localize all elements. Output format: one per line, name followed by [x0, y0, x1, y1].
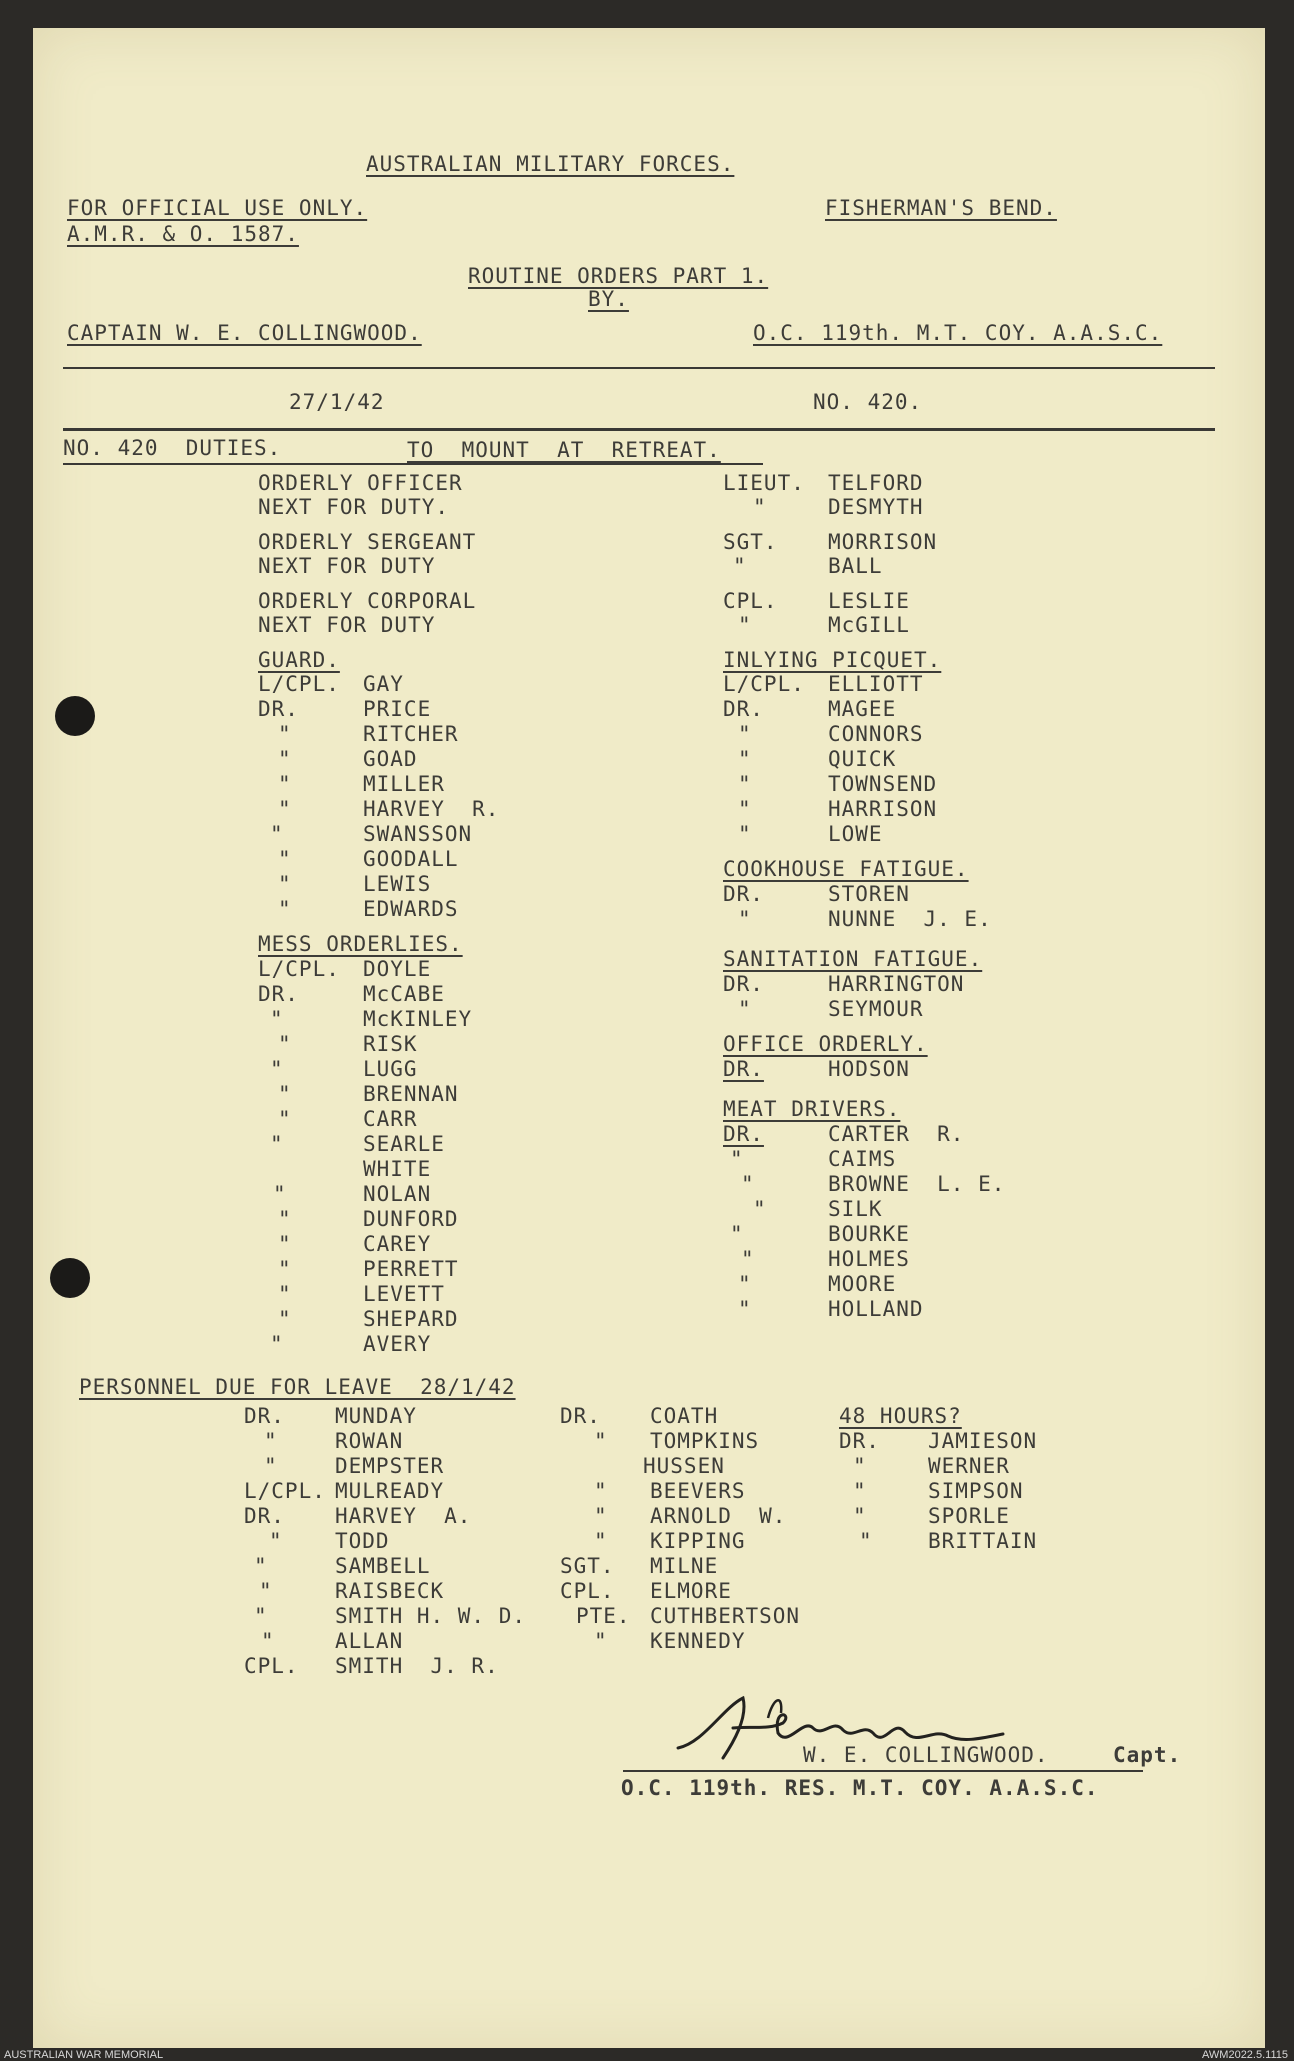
leave-rank: " — [594, 1529, 608, 1553]
header-rule — [63, 367, 1215, 369]
leave-name: SAMBELL — [335, 1554, 431, 1578]
leave-rank: " — [859, 1529, 873, 1553]
duty-role: NEXT FOR DUTY — [258, 554, 436, 578]
leave-name: KENNEDY — [650, 1629, 746, 1653]
mess-rank: " — [278, 1307, 292, 1331]
guard-rank: " — [278, 772, 292, 796]
section-rule — [63, 428, 1215, 431]
guard-name: LEWIS — [363, 872, 432, 896]
leave-name: DEMPSTER — [335, 1454, 445, 1478]
sanitation-name: SEYMOUR — [828, 997, 924, 1021]
leave-48-hours-heading: 48 HOURS? — [839, 1404, 962, 1428]
leave-name: CUTHBERTSON — [650, 1604, 801, 1628]
duty-name: DESMYTH — [828, 495, 924, 519]
sanitation-rank: DR. — [723, 972, 764, 996]
mess-rank: " — [270, 1057, 284, 1081]
guard-name: PRICE — [363, 697, 432, 721]
meat-name: CAIMS — [828, 1147, 897, 1171]
sanitation-rank: " — [738, 997, 752, 1021]
document-title: AUSTRALIAN MILITARY FORCES. — [366, 152, 735, 176]
leave-name: SMITH J. R. — [335, 1654, 499, 1678]
duty-name: LESLIE — [828, 589, 910, 613]
leave-name: SIMPSON — [928, 1479, 1024, 1503]
meat-rank: " — [730, 1147, 744, 1171]
signatory-rank: Capt. — [1113, 1743, 1182, 1767]
leave-rank: DR. — [244, 1504, 285, 1528]
leave-name: SPORLE — [928, 1504, 1010, 1528]
guard-name: GOAD — [363, 747, 418, 771]
mess-name: DOYLE — [363, 957, 432, 981]
leave-rank: " — [853, 1454, 867, 1478]
duty-rank: SGT. — [723, 530, 778, 554]
mess-name: CAREY — [363, 1232, 432, 1256]
location-label: FISHERMAN'S BEND. — [825, 196, 1057, 220]
mess-rank: L/CPL. — [258, 957, 340, 981]
duty-role: ORDERLY OFFICER — [258, 471, 463, 495]
mess-name: WHITE — [363, 1157, 432, 1181]
meat-name: MOORE — [828, 1272, 897, 1296]
picquet-name: ELLIOTT — [828, 672, 924, 696]
document-page — [33, 28, 1265, 2048]
meat-rank: " — [738, 1297, 752, 1321]
duty-rank: CPL. — [723, 589, 778, 613]
leave-name: ROWAN — [335, 1429, 404, 1453]
leave-rank: CPL. — [560, 1579, 615, 1603]
mess-name: AVERY — [363, 1332, 432, 1356]
guard-rank: L/CPL. — [258, 672, 340, 696]
punch-hole-lower — [50, 1258, 90, 1298]
leave-rank: DR. — [244, 1404, 285, 1428]
mess-name: LUGG — [363, 1057, 418, 1081]
leave-rank: " — [264, 1454, 278, 1478]
guard-rank: " — [278, 797, 292, 821]
duty-role: ORDERLY CORPORAL — [258, 589, 477, 613]
leave-rank: PTE. — [576, 1604, 631, 1628]
punch-hole-upper — [55, 696, 95, 736]
office-name: HODSON — [828, 1057, 910, 1081]
mess-name: LEVETT — [363, 1282, 445, 1306]
amr-reference: A.M.R. & O. 1587. — [67, 222, 299, 246]
mess-heading: MESS ORDERLIES. — [258, 932, 463, 956]
duties-mount-heading: TO MOUNT AT RETREAT. — [407, 438, 721, 462]
guard-rank: " — [278, 747, 292, 771]
meat-rank: " — [741, 1172, 755, 1196]
mess-rank: " — [278, 1082, 292, 1106]
duties-heading-rule — [63, 463, 763, 465]
leave-rank: " — [269, 1529, 283, 1553]
sanitation-heading: SANITATION FATIGUE. — [723, 947, 983, 971]
duty-name: BALL — [828, 554, 883, 578]
guard-name: MILLER — [363, 772, 445, 796]
guard-name: SWANSSON — [363, 822, 473, 846]
leave-rank: DR. — [560, 1404, 601, 1428]
guard-rank: " — [278, 847, 292, 871]
mess-rank: " — [278, 1107, 292, 1131]
meat-rank: " — [741, 1247, 755, 1271]
mess-rank: " — [273, 1182, 287, 1206]
mess-name: SEARLE — [363, 1132, 445, 1156]
leave-rank: " — [264, 1429, 278, 1453]
leave-rank: " — [594, 1479, 608, 1503]
leave-rank: " — [853, 1479, 867, 1503]
mess-name: McKINLEY — [363, 1007, 473, 1031]
picquet-rank: L/CPL. — [723, 672, 805, 696]
picquet-rank: " — [738, 747, 752, 771]
mess-rank: DR. — [258, 982, 299, 1006]
leave-name: SMITH H. W. D. — [335, 1604, 527, 1628]
mess-rank: " — [278, 1257, 292, 1281]
meat-name: SILK — [828, 1197, 883, 1221]
cookhouse-rank: " — [738, 907, 752, 931]
leave-rank: " — [594, 1504, 608, 1528]
leave-rank: SGT. — [560, 1554, 615, 1578]
picquet-name: CONNORS — [828, 722, 924, 746]
guard-rank: " — [270, 822, 284, 846]
leave-name: WERNER — [928, 1454, 1010, 1478]
official-use-label: FOR OFFICIAL USE ONLY. — [67, 196, 368, 220]
mess-rank: " — [278, 1232, 292, 1256]
leave-rank: " — [594, 1429, 608, 1453]
guard-rank: DR. — [258, 697, 299, 721]
leave-rank: L/CPL. — [244, 1479, 326, 1503]
leave-rank: " — [853, 1504, 867, 1528]
cookhouse-name: NUNNE J. E. — [828, 907, 992, 931]
mess-name: DUNFORD — [363, 1207, 459, 1231]
leave-name: ALLAN — [335, 1629, 404, 1653]
archive-reference: AWM2022.5.1115 — [1201, 2049, 1288, 2061]
guard-rank: " — [278, 872, 292, 896]
guard-heading: GUARD. — [258, 648, 340, 672]
orders-by: BY. — [588, 287, 629, 311]
meat-name: BROWNE L. E. — [828, 1172, 1006, 1196]
mess-name: McCABE — [363, 982, 445, 1006]
unit-name: O.C. 119th. M.T. COY. A.A.S.C. — [753, 321, 1163, 345]
cookhouse-rank: DR. — [723, 882, 764, 906]
mess-name: NOLAN — [363, 1182, 432, 1206]
leave-rank: " — [254, 1554, 268, 1578]
mess-name: BRENNAN — [363, 1082, 459, 1106]
leave-name: TODD — [335, 1529, 390, 1553]
duty-rank: LIEUT. — [723, 471, 805, 495]
meat-rank: " — [730, 1222, 744, 1246]
picquet-rank: " — [738, 772, 752, 796]
leave-name: MILNE — [650, 1554, 719, 1578]
duty-name: MORRISON — [828, 530, 938, 554]
meat-name: BOURKE — [828, 1222, 910, 1246]
mess-name: RISK — [363, 1032, 418, 1056]
leave-rank: " — [594, 1629, 608, 1653]
meat-name: HOLMES — [828, 1247, 910, 1271]
mess-rank: " — [278, 1032, 292, 1056]
duty-rank: " — [738, 613, 752, 637]
sanitation-name: HARRINGTON — [828, 972, 965, 996]
leave-rank: DR. — [839, 1429, 880, 1453]
picquet-name: TOWNSEND — [828, 772, 938, 796]
leave-rank: " — [261, 1629, 275, 1653]
mess-name: CARR — [363, 1107, 418, 1131]
picquet-rank: " — [738, 822, 752, 846]
guard-name: GOODALL — [363, 847, 459, 871]
duty-role: NEXT FOR DUTY. — [258, 495, 450, 519]
leave-name: JAMIESON — [928, 1429, 1038, 1453]
meat-rank: " — [753, 1197, 767, 1221]
leave-name: MUNDAY — [335, 1404, 417, 1428]
leave-name: ELMORE — [650, 1579, 732, 1603]
orders-title: ROUTINE ORDERS PART 1. — [468, 264, 769, 288]
leave-rank: " — [259, 1579, 273, 1603]
leave-name: ARNOLD W. — [650, 1504, 787, 1528]
meat-name: HOLLAND — [828, 1297, 924, 1321]
leave-name: COATH — [650, 1404, 719, 1428]
mess-rank: " — [270, 1132, 284, 1156]
signature-rule — [623, 1770, 1143, 1772]
duty-role: NEXT FOR DUTY — [258, 613, 436, 637]
guard-name: RITCHER — [363, 722, 459, 746]
meat-rank: " — [738, 1272, 752, 1296]
leave-name: HARVEY A. — [335, 1504, 472, 1528]
duty-rank: " — [733, 554, 747, 578]
picquet-name: QUICK — [828, 747, 897, 771]
leave-rank: " — [254, 1604, 268, 1628]
duty-name: McGILL — [828, 613, 910, 637]
office-rank: DR. — [723, 1057, 764, 1081]
signatory-unit: O.C. 119th. RES. M.T. COY. A.A.S.C. — [621, 1776, 1099, 1800]
mess-rank: " — [270, 1007, 284, 1031]
picquet-name: LOWE — [828, 822, 883, 846]
mess-rank: " — [278, 1282, 292, 1306]
picquet-rank: DR. — [723, 697, 764, 721]
leave-name: BEEVERS — [650, 1479, 746, 1503]
leave-name: BRITTAIN — [928, 1529, 1038, 1553]
mess-rank: " — [270, 1332, 284, 1356]
duty-role: ORDERLY SERGEANT — [258, 530, 477, 554]
leave-name: KIPPING — [650, 1529, 746, 1553]
issuer-name: CAPTAIN W. E. COLLINGWOOD. — [67, 321, 422, 345]
leave-name: RAISBECK — [335, 1579, 445, 1603]
leave-name: HUSSEN — [643, 1454, 725, 1478]
guard-name: GAY — [363, 672, 404, 696]
archive-credit: AUSTRALIAN WAR MEMORIAL — [4, 2049, 164, 2061]
picquet-rank: " — [738, 722, 752, 746]
picquet-rank: " — [738, 797, 752, 821]
order-number: NO. 420. — [813, 390, 923, 414]
leave-rank: CPL. — [244, 1654, 299, 1678]
picquet-heading: INLYING PICQUET. — [723, 648, 942, 672]
guard-rank: " — [278, 897, 292, 921]
cookhouse-name: STOREN — [828, 882, 910, 906]
cookhouse-heading: COOKHOUSE FATIGUE. — [723, 857, 969, 881]
meat-heading: MEAT DRIVERS. — [723, 1097, 901, 1121]
leave-name: TOMPKINS — [650, 1429, 760, 1453]
meat-rank: DR. — [723, 1122, 764, 1146]
mess-name: PERRETT — [363, 1257, 459, 1281]
signatory-name: W. E. COLLINGWOOD. — [803, 1743, 1049, 1767]
picquet-name: MAGEE — [828, 697, 897, 721]
order-date: 27/1/42 — [289, 390, 385, 414]
meat-name: CARTER R. — [828, 1122, 965, 1146]
guard-rank: " — [278, 722, 292, 746]
office-heading: OFFICE ORDERLY. — [723, 1032, 928, 1056]
guard-name: EDWARDS — [363, 897, 459, 921]
mess-rank: " — [278, 1207, 292, 1231]
guard-name: HARVEY R. — [363, 797, 500, 821]
duty-name: TELFORD — [828, 471, 924, 495]
duties-heading: NO. 420 DUTIES. — [63, 436, 282, 460]
leave-name: MULREADY — [335, 1479, 445, 1503]
mess-name: SHEPARD — [363, 1307, 459, 1331]
leave-heading: PERSONNEL DUE FOR LEAVE 28/1/42 — [79, 1375, 516, 1399]
duty-rank: " — [753, 495, 767, 519]
picquet-name: HARRISON — [828, 797, 938, 821]
